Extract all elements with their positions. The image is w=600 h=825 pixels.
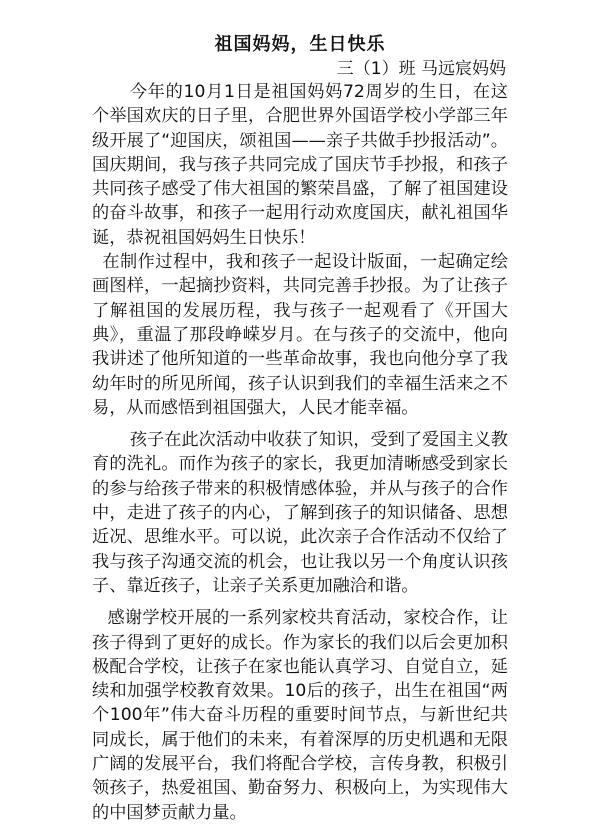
document-title: 祖国妈妈，生日快乐 [214, 34, 386, 55]
paragraph-1: 今年的10月1日是祖国妈妈72周岁的生日，在这个举国欢庆的日子里，合肥世界外国语学校小学部三年级开展了“迎国庆，颂祖国——亲子共做手抄报活动”。国庆期间，我与孩子共同完成了国庆节手抄报，和孩子共同孩子感受了伟大祖国的繁荣昌盛，了解了祖国建设的奋斗故事，和孩子一起用行动欢度国庆，献礼祖国华诞，恭祝祖国妈妈生日快乐！ [92, 82, 508, 248]
paragraph-3: 孩子在此次活动中收获了知识，受到了爱国主义教育的洗礼。而作为孩子的家长，我更加清晰感受到家长的参与给孩子带来的积极情感体验，并从与孩子的合作中，走进了孩子的内心，了解到孩子的知识储备、思想近况、思维水平。可以说，此次亲子合作活动不仅给了我与孩子沟通交流的机会，也让我以另一个角度认识孩子、靠近孩子，让亲子关系更加融洽和谐。 [92, 430, 508, 596]
paragraph-2: 在制作过程中，我和孩子一起设计版面，一起确定绘画图样，一起摘抄资料，共同完善手抄报。为了让孩子了解祖国的发展历程，我与孩子一起观看了《开国大典》，重温了那段峥嵘岁月。在与孩子的交流中，他向我讲述了他所知道的一些革命故事，我也向他分享了我幼年时的所见所闻，孩子认识到我们的幸福生活来之不易，从而感悟到祖国强大，人民才能幸福。 [92, 252, 508, 418]
author-byline: 三（1）班 马远宸妈妈 [336, 59, 506, 79]
paragraph-4: 感谢学校开展的一系列家校共育活动，家校合作，让孩子得到了更好的成长。作为家长的我们以后会更加积极配合学校，让孩子在家也能认真学习、自觉自立，延续和加强学校教育效果。10后的孩子，出生在祖国“两个100年”伟大奋斗历程的重要时间节点，与新世纪共同成长，属于他们的未来，有着深厚的历史机遇和无限广阔的发展平台，我们将配合学校，言传身教，积极引领孩子，热爱祖国、勤奋努力、积极向上，为实现伟大的中国梦贡献力量。 [92, 608, 508, 823]
